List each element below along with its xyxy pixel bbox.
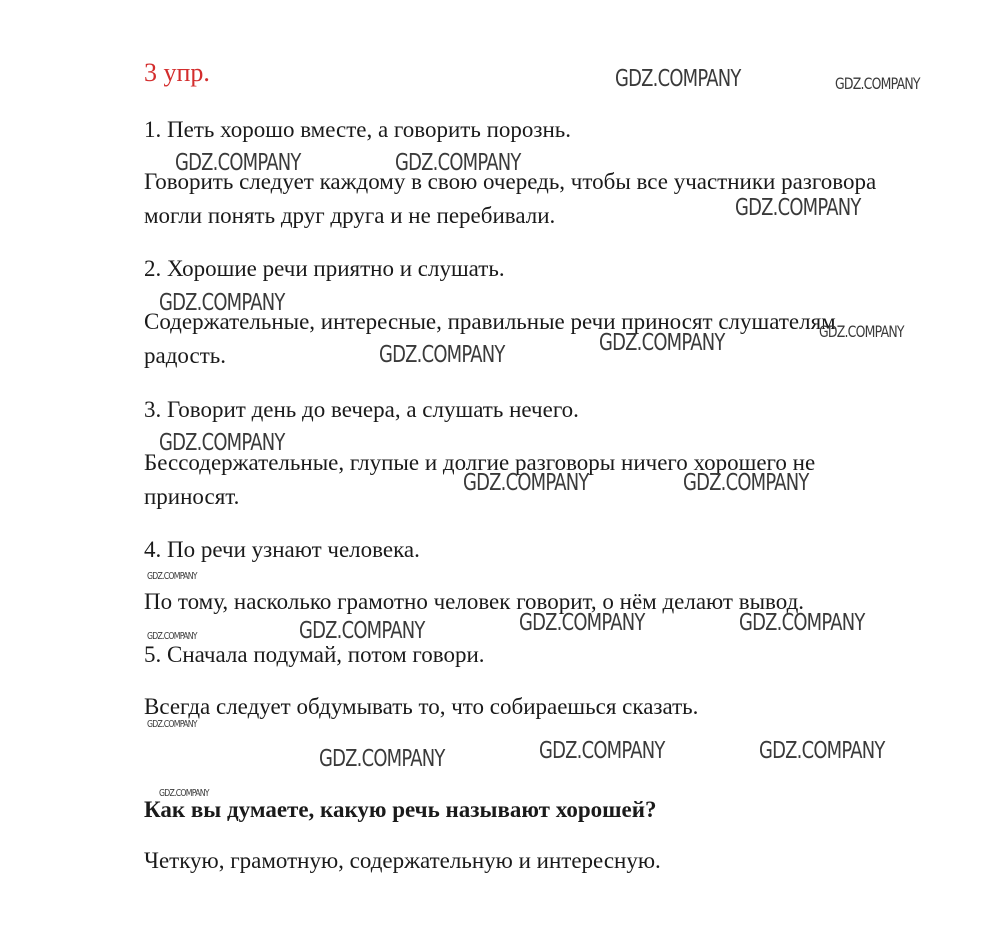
watermark: GDZ.COMPANY (147, 719, 197, 730)
watermark: GDZ.COMPANY (735, 195, 861, 221)
watermark: GDZ.COMPANY (759, 738, 885, 764)
explanation-5: Всегда следует обдумывать то, что собираешься сказать. (144, 694, 699, 719)
proverb-3: 3. Говорит день до вечера, а слушать нечего. (144, 397, 579, 422)
question: Как вы думаете, какую речь называют хорошей? (144, 797, 657, 822)
watermark: GDZ.COMPANY (739, 610, 865, 636)
proverb-2: 2. Хорошие речи приятно и слушать. (144, 256, 505, 281)
proverb-4: 4. По речи узнают человека. (144, 537, 420, 562)
watermark: GDZ.COMPANY (159, 788, 209, 799)
watermark: GDZ.COMPANY (395, 150, 521, 176)
watermark: GDZ.COMPANY (299, 618, 425, 644)
watermark: GDZ.COMPANY (319, 746, 445, 772)
proverb-1: 1. Петь хорошо вместе, а говорить порознь. (144, 117, 572, 142)
watermark: GDZ.COMPANY (379, 342, 505, 368)
question-answer: Четкую, грамотную, содержательную и интересную. (144, 848, 661, 873)
explanation-4: По тому, насколько грамотно человек говорит, о нём делают вывод. (144, 589, 805, 614)
exercise-title: 3 упр. (144, 58, 210, 87)
watermark: GDZ.COMPANY (539, 738, 665, 764)
explanation-3: Бессодержательные, глупые и долгие разговоры ничего хорошего не приносят. (144, 450, 816, 509)
watermark: GDZ.COMPANY (159, 290, 285, 316)
watermark: GDZ.COMPANY (147, 571, 197, 582)
watermark: GDZ.COMPANY (835, 74, 920, 93)
watermark: GDZ.COMPANY (519, 610, 645, 636)
watermark: GDZ.COMPANY (615, 66, 741, 92)
explanation-1: Говорить следует каждому в свою очередь, чтобы все участники разговора могли понять друг друга и не перебивали. (144, 169, 877, 228)
proverb-5: 5. Сначала подумай, потом говори. (144, 642, 485, 667)
watermark: GDZ.COMPANY (463, 470, 589, 496)
watermark: GDZ.COMPANY (159, 430, 285, 456)
explanation-2: Содержательные, интересные, правильные речи приносят слушателям радость. (144, 309, 836, 368)
watermark: GDZ.COMPANY (147, 631, 197, 642)
watermark: GDZ.COMPANY (175, 150, 301, 176)
watermark: GDZ.COMPANY (819, 322, 904, 341)
watermark: GDZ.COMPANY (683, 470, 809, 496)
watermark: GDZ.COMPANY (599, 330, 725, 356)
